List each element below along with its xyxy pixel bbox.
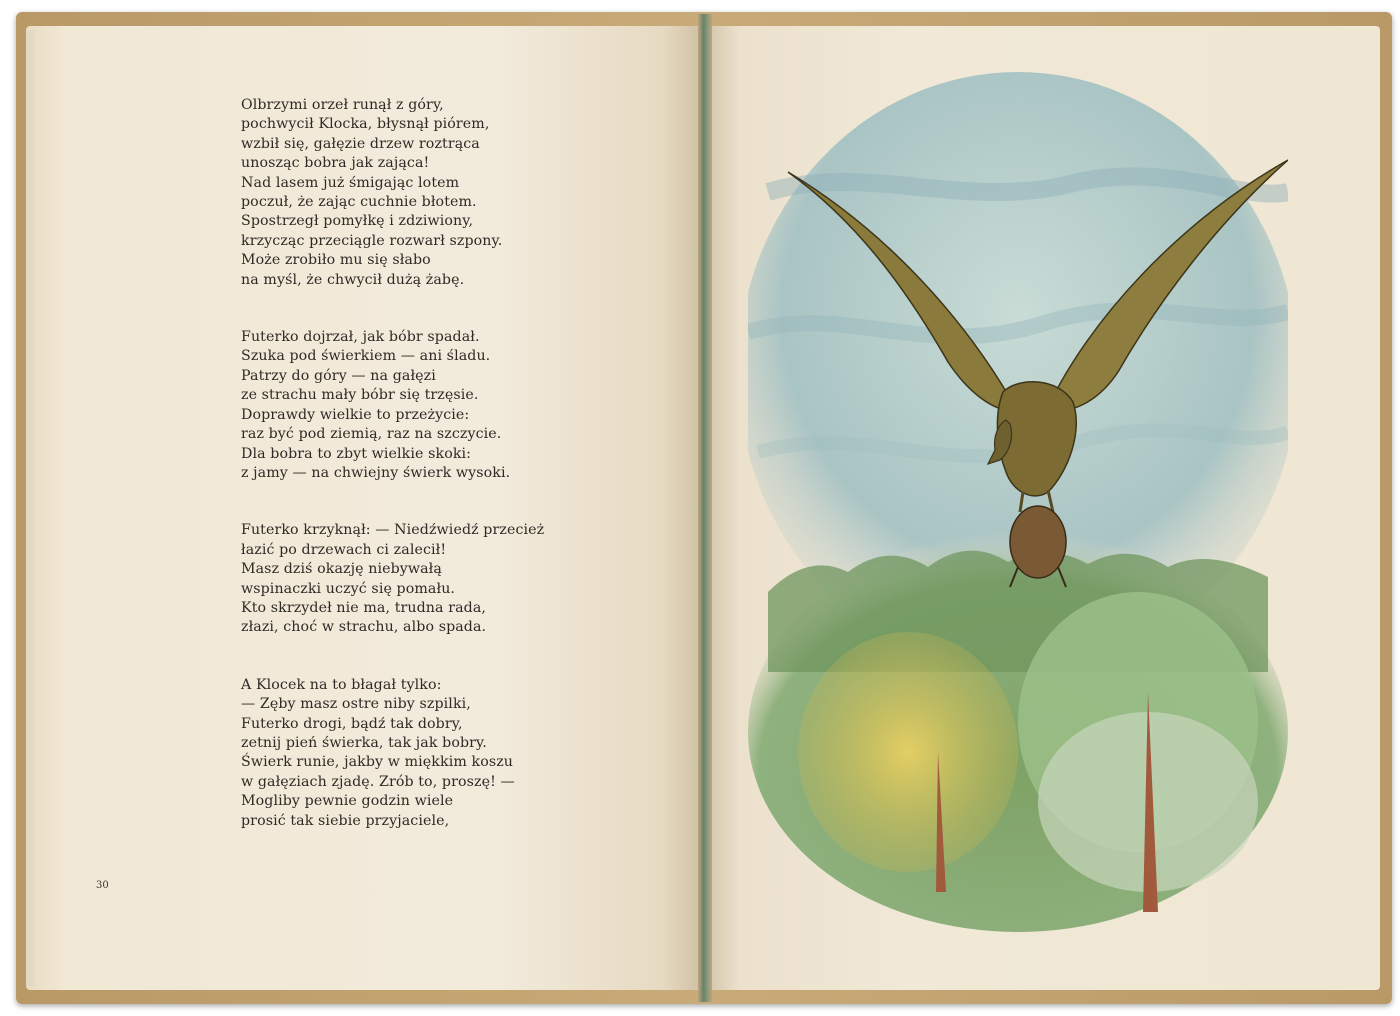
poem-line: Kto skrzydeł nie ma, trudna rada, (241, 599, 486, 616)
poem-line: Może zrobiło mu się słabo (241, 252, 431, 269)
poem-line: złazi, choć w strachu, albo spada. (241, 619, 487, 636)
poem-line: Masz dziś okazję niebywałą (241, 561, 442, 578)
poem-line: Futerko dojrzał, jak bóbr spadał. (241, 329, 480, 346)
poem-line: A Klocek na to błagał tylko: (241, 676, 442, 693)
poem-line: zetnij pień świerka, tak jak bobry. (241, 734, 487, 751)
stanza (241, 521, 571, 637)
book-spine (698, 14, 712, 1002)
poem-line: Doprawdy wielkie to przeżycie: (241, 406, 470, 423)
stanza (241, 328, 571, 483)
poem-line: Spostrzegł pomyłkę i zdziwiony, (241, 213, 474, 230)
poem-line: Mogliby pewnie godzin wiele (241, 793, 454, 810)
stanza (241, 676, 571, 831)
poem-line: Olbrzymi orzeł runął z góry, (241, 97, 444, 113)
poem-line: raz być pod ziemią, raz na szczycie. (241, 426, 502, 443)
poem-line: prosić tak siebie przyjaciele, (241, 812, 450, 829)
poem-line: na myśl, że chwycił dużą żabę. (241, 271, 465, 288)
poem-line: Dla bobra to zbyt wielkie skoki: (241, 445, 472, 462)
poem-line: Świerk runie, jakby w miękkim koszu (241, 754, 514, 771)
poem-line: wspinaczki uczyć się pomału. (241, 580, 456, 597)
page-edges (26, 30, 34, 986)
page-number: 30 (96, 880, 109, 891)
poem-line: ze strachu mały bóbr się trzęsie. (241, 387, 479, 404)
yellow-tree-crown (798, 632, 1018, 872)
poem-line: wzbił się, gałęzie drzew roztrąca (241, 135, 480, 152)
eagle-illustration (748, 72, 1288, 952)
poem-line: Futerko krzyknął: — Niedźwiedź przecież (241, 522, 545, 539)
poem-line: łazić po drzewach ci zalecił! (241, 541, 447, 558)
forest (748, 532, 1288, 932)
poem-line: Nad lasem już śmigając lotem (241, 174, 460, 191)
poem-line: Szuka pod świerkiem — ani śladu. (241, 348, 491, 365)
poem-line: — Zęby masz ostre niby szpilki, (241, 696, 471, 713)
poem-line: z jamy — na chwiejny świerk wysoki. (241, 464, 511, 481)
poem-line: pochwycił Klocka, błysnął piórem, (241, 116, 490, 133)
poem-line: Futerko drogi, bądź tak dobry, (241, 715, 463, 732)
poem-text (241, 96, 571, 831)
poem-line: poczuł, że zając cuchnie błotem. (241, 194, 477, 211)
poem-line: unosząc bobra jak zająca! (241, 155, 430, 172)
stanza (241, 96, 571, 290)
poem-line: Patrzy do góry — na gałęzi (241, 367, 436, 384)
poem-line: krzycząc przeciągle rozwarł szpony. (241, 232, 503, 249)
poem-line: w gałęziach zjadę. Zrób to, proszę! — (241, 773, 515, 790)
